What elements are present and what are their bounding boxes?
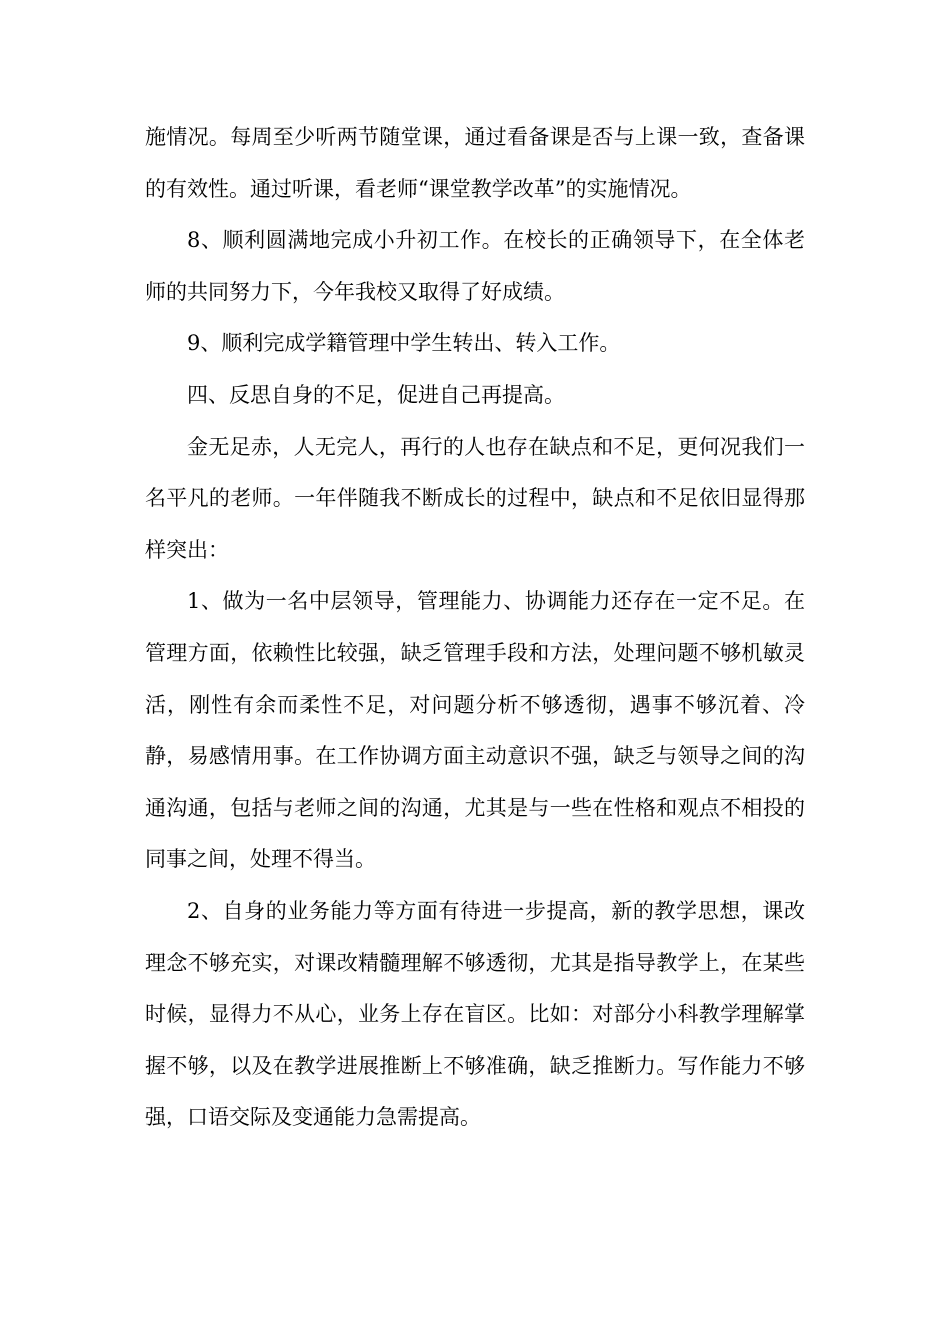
paragraph-6: 1、做为一名中层领导，管理能力、协调能力还存在一定不足。在管理方面，依赖性比较强，缺乏管理手段和方法，处理问题不够机敏灵活，刚性有余而柔性不足，对问题分析不够透彻，遇事不够沉着、冷静，易感情用事。在工作协调方面主动意识不强，缺乏与领导之间的沟通沟通，包括与老师之间的沟通，尤其是与一些在性格和观点不相投的同事之间，处理不得当。 xyxy=(145,589,805,872)
paragraph-2: 8、顺利圆满地完成小升初工作。在校长的正确领导下，在全体老师的共同努力下，今年我校又取得了好成绩。 xyxy=(145,228,805,304)
section-heading: 四、反思自身的不足，促进自己再提高。 xyxy=(187,382,565,407)
paragraph-5: 金无足赤，人无完人，再行的人也存在缺点和不足，更何况我们一名平凡的老师。一年伴随我不断成长的过程中，缺点和不足依旧显得那样突出： xyxy=(145,434,805,562)
paragraph-7: 2、自身的业务能力等方面有待进一步提高，新的教学思想，课改理念不够充实，对课改精髓理解不够透彻，尤其是指导教学上，在某些时候，显得力不从心，业务上存在盲区。比如：对部分小科教学理解掌握不够，以及在教学进展推断上不够准确，缺乏推断力。写作能力不够强，口语交际及变通能力急需提高。 xyxy=(145,898,805,1130)
document-body xyxy=(145,112,805,1144)
paragraph-3: 9、顺利完成学籍管理中学生转出、转入工作。 xyxy=(187,331,621,356)
paragraph-1: 施情况。每周至少听两节随堂课，通过看备课是否与上课一致，查备课的有效性。通过听课，看老师“课堂教学改革”的实施情况。 xyxy=(145,125,805,201)
